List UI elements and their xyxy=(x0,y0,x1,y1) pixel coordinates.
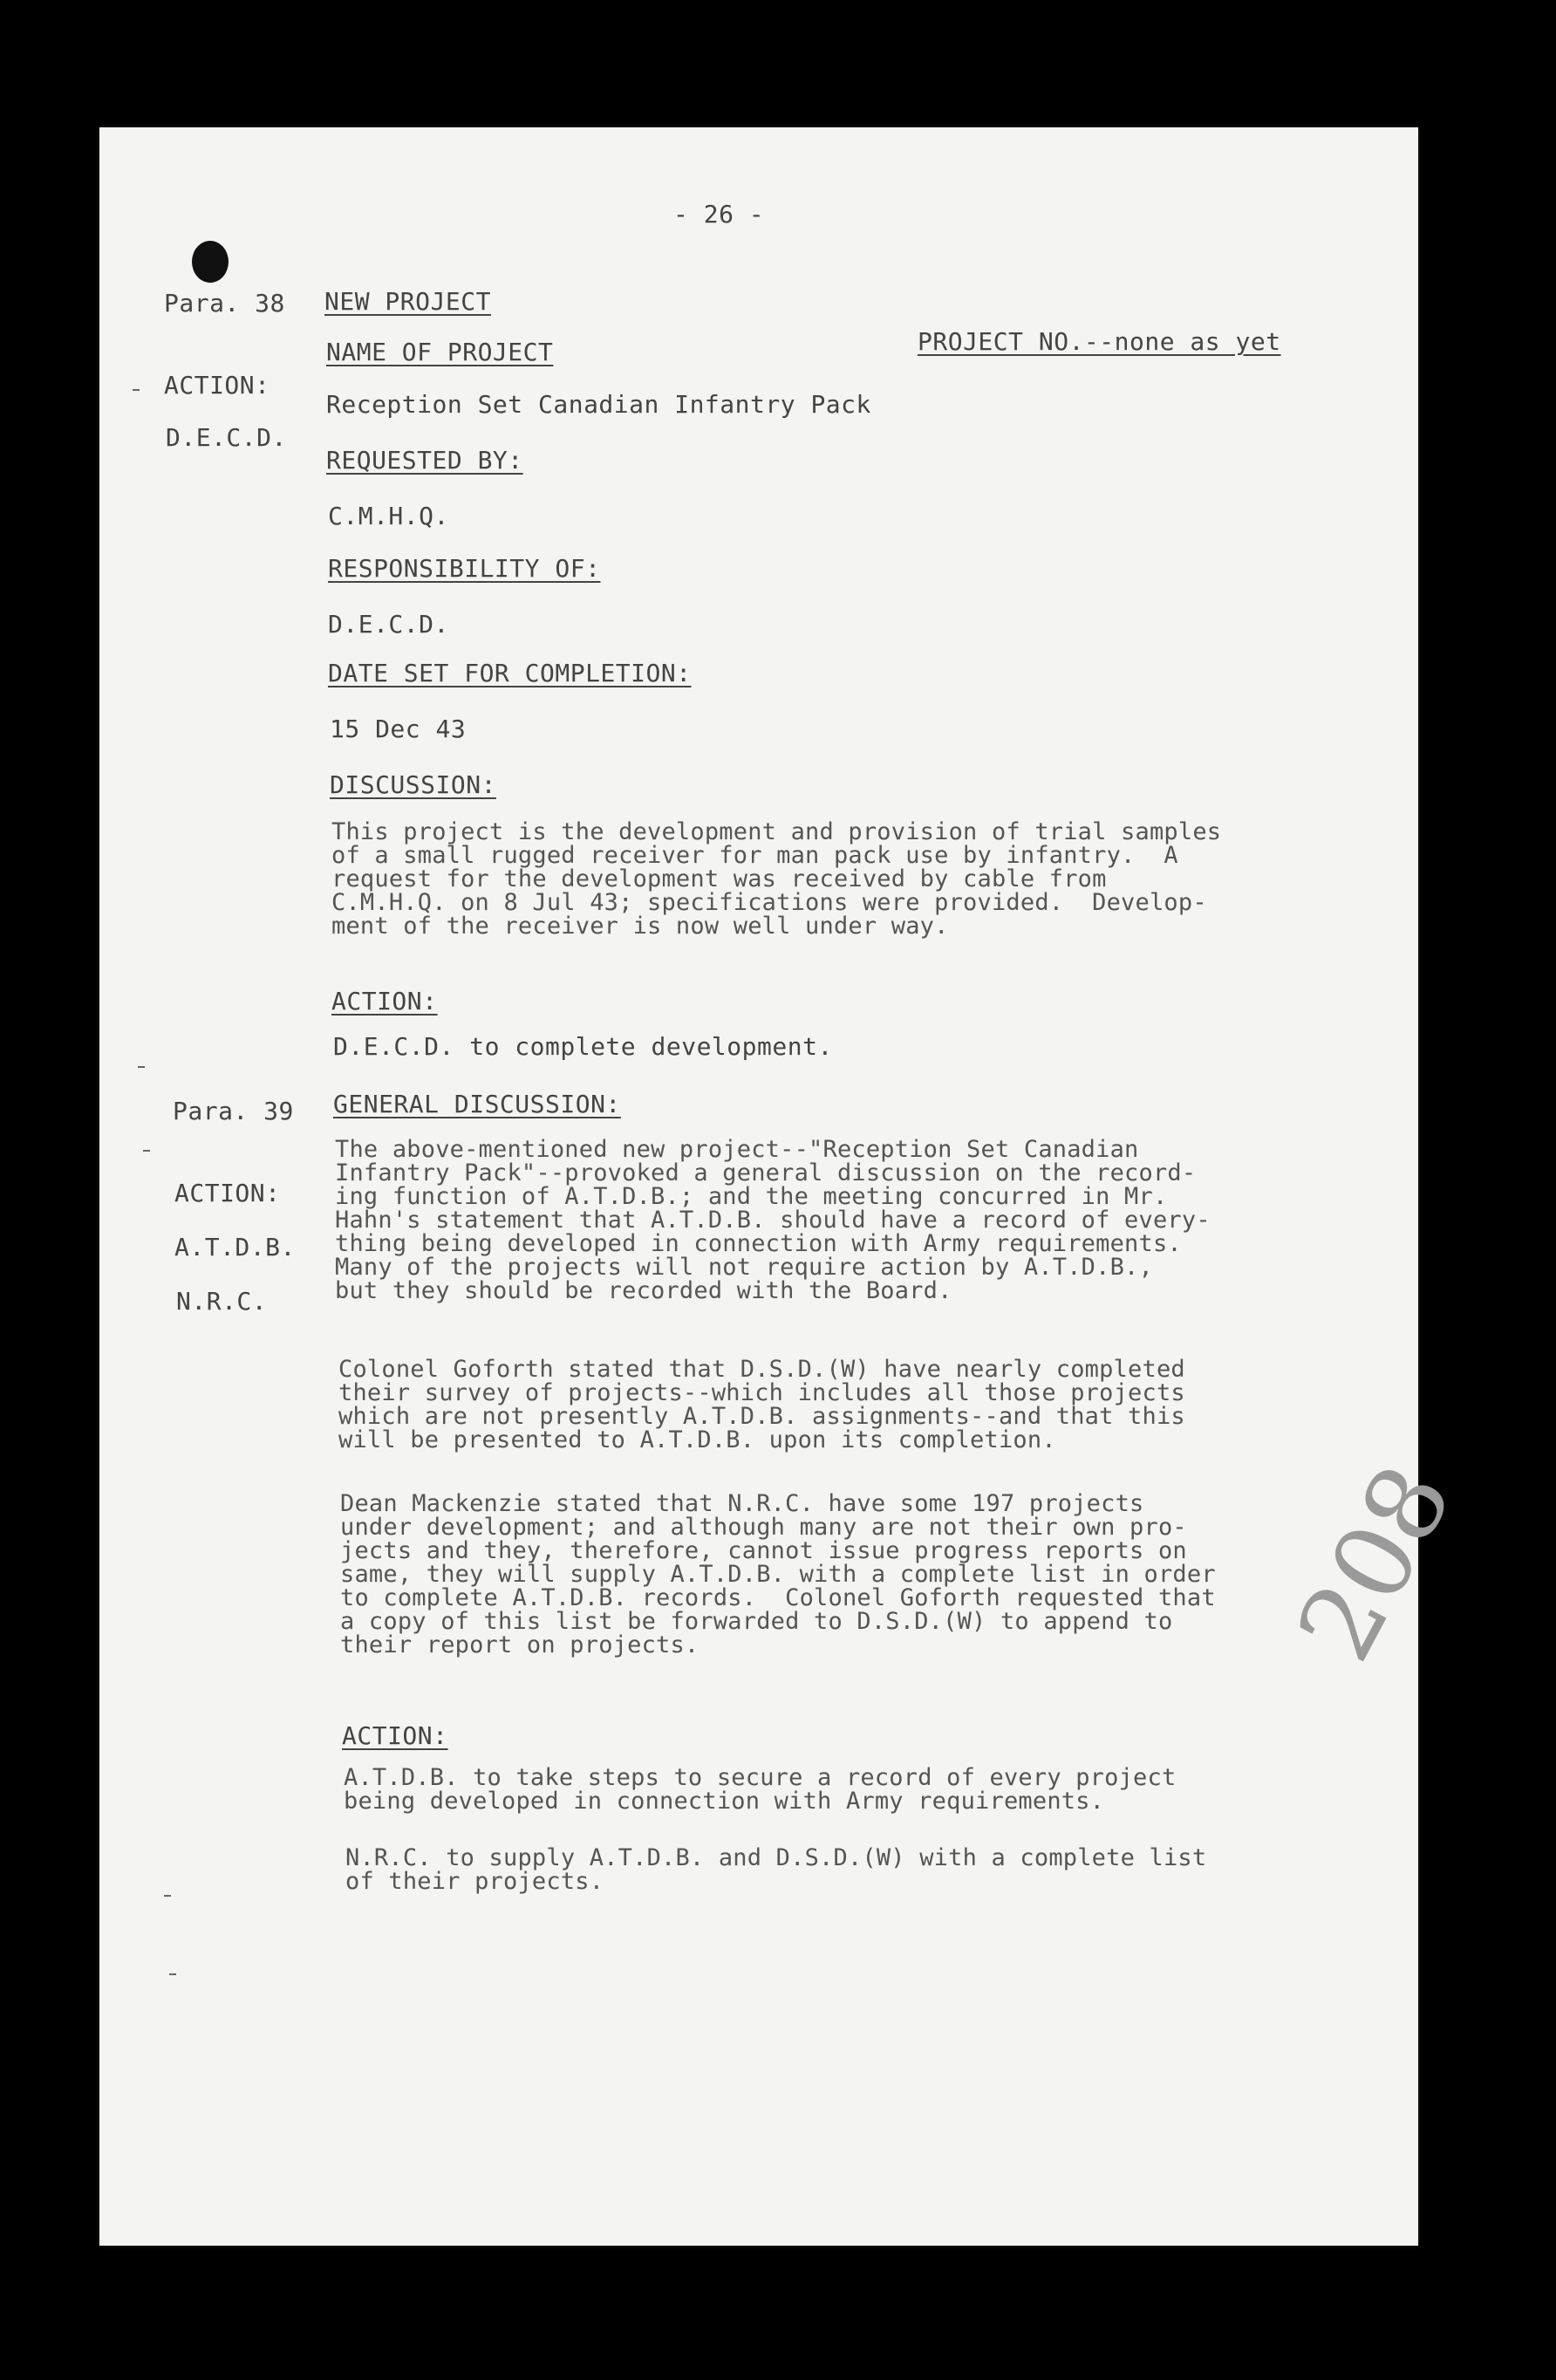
para-39-side-action-label: ACTION: xyxy=(174,1179,281,1207)
margin-mark xyxy=(133,389,140,391)
completion-date-label: DATE SET FOR COMPLETION: xyxy=(328,659,692,687)
para-39-action-1: A.T.D.B. to take steps to secure a record of every project being developed in connection with Army requirements. xyxy=(344,1764,1177,1815)
project-number: PROJECT NO.--none as yet xyxy=(918,327,1281,356)
para-39-side-action-atdb: A.T.D.B. xyxy=(174,1233,296,1262)
handwritten-page-annotation: 208 xyxy=(1275,1446,1477,1680)
para-38-label: Para. 38 xyxy=(164,289,285,318)
margin-mark xyxy=(138,1066,145,1068)
name-of-project-label: NAME OF PROJECT xyxy=(326,338,554,366)
responsibility-value: D.E.C.D. xyxy=(328,610,449,639)
name-of-project-value: Reception Set Canadian Infantry Pack xyxy=(326,390,871,419)
general-discussion-p3: Dean Mackenzie stated that N.R.C. have some 197 projects under development; and although many are not their own pro- jects and they, therefore, cannot issue progress reports on same, they will supply A.T.D.B. with a complete list in order to complete A.T.D.B. records. Colonel Goforth requested that a copy of this list be forwarded to D.S.D.(W) to append to their report on projects. xyxy=(340,1490,1216,1658)
completion-date-value: 15 Dec 43 xyxy=(330,715,467,743)
responsibility-label: RESPONSIBILITY OF: xyxy=(328,554,601,583)
para-39-side-action-nrc: N.R.C. xyxy=(176,1287,268,1316)
para-38-title: NEW PROJECT xyxy=(324,287,491,316)
para-39-action-2: N.R.C. to supply A.T.D.B. and D.S.D.(W) with a complete list of their projects. xyxy=(345,1844,1207,1895)
margin-mark xyxy=(143,1150,150,1152)
requested-by-label: REQUESTED BY: xyxy=(326,446,523,475)
discussion-label: DISCUSSION: xyxy=(330,770,496,799)
general-discussion-p1: The above-mentioned new project--"Reception Set Canadian Infantry Pack"--provoked a general discussion on the record- ing function of A.T.D.B.; and the meeting concurred in Mr. Hahn's statement that A.T.D.B. should have a record of every- thing being developed in connection with Army requirements. Many of the projects will not require action by A.T.D.B., but they should be recorded with the Board. xyxy=(335,1136,1211,1304)
page-number: - 26 - xyxy=(673,200,765,229)
general-discussion-p2: Colonel Goforth stated that D.S.D.(W) have nearly completed their survey of projects--which includes all those projects which are not presently A.T.D.B. assignments--and that this will be presented to A.T.D.B. upon its completion. xyxy=(338,1356,1185,1453)
requested-by-value: C.M.H.Q. xyxy=(328,502,449,530)
para-39-action-label: ACTION: xyxy=(342,1721,448,1750)
discussion-text: This project is the development and provision of trial samples of a small rugged receiver for man pack use by infantry. A request for the development was received by cable from C.M.H.Q. on 8 Jul 43; specifications were provided. Develop- ment of the receiver is now well under way. xyxy=(331,818,1222,940)
para-38-action-text: D.E.C.D. to complete development. xyxy=(333,1032,833,1061)
para-39-label: Para. 39 xyxy=(173,1097,294,1125)
margin-mark xyxy=(164,1895,171,1897)
para-39-title: GENERAL DISCUSSION: xyxy=(333,1090,621,1118)
para-38-side-action-value: D.E.C.D. xyxy=(166,423,287,452)
para-38-action-label: ACTION: xyxy=(331,987,438,1016)
punch-hole xyxy=(192,241,229,283)
para-38-side-action-label: ACTION: xyxy=(164,371,270,400)
margin-mark xyxy=(169,1973,176,1975)
